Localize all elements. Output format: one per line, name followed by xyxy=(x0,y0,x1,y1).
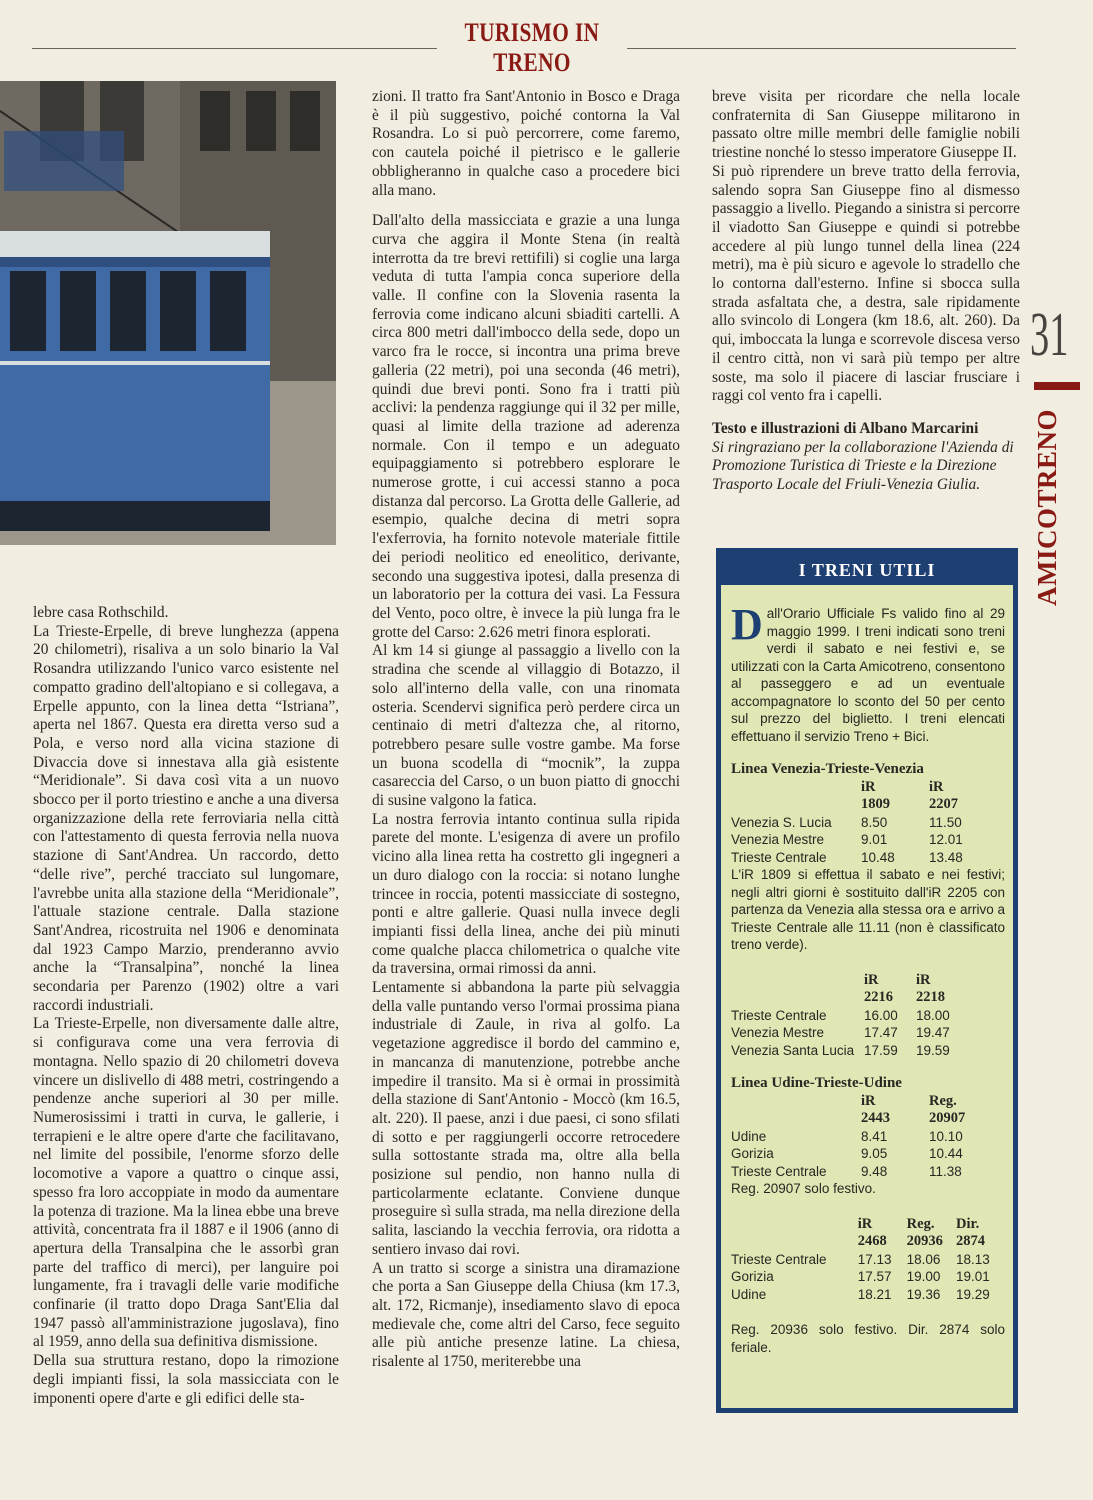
station-name: Venezia Mestre xyxy=(731,832,825,847)
time-cell: 10.10 xyxy=(929,1128,963,1144)
timetable-note: Reg. 20936 solo festivo. Dir. 2874 solo feriale. xyxy=(731,1322,1005,1355)
train-type: Dir. xyxy=(956,1215,980,1232)
train-number: 2218 xyxy=(916,989,945,1005)
tram-photo xyxy=(0,81,336,545)
credits-author: Testo e illustrazioni di Albano Marcarini xyxy=(712,419,979,437)
train-number: 2443 xyxy=(861,1110,890,1126)
time-cell: 17.59 xyxy=(864,1042,898,1058)
time-cell: 18.00 xyxy=(916,1007,950,1023)
table-row xyxy=(731,1251,1005,1269)
timetable xyxy=(731,1216,1005,1304)
time-cell: 19.59 xyxy=(916,1042,950,1058)
station-name: Gorizia xyxy=(731,1146,774,1161)
time-cell: 10.48 xyxy=(861,849,895,865)
station-name: Udine xyxy=(731,1128,767,1144)
timetable-note: L'iR 1809 si effettua il sabato e nei festivi; negli altri giorni è sostituito dall'iR 2205 con partenza da Venezia alla stessa ora e arrivo a Trieste Centrale alle 11.11 (non è classificato treno verde). xyxy=(731,867,1005,952)
train-type: iR xyxy=(916,971,931,988)
train-type: iR xyxy=(929,778,944,795)
time-cell: 18.13 xyxy=(956,1251,990,1267)
station-name: Udine xyxy=(731,1286,767,1302)
article-paragraph: Dall'alto della massicciata e grazie a una lunga curva che aggira il Monte Stena (in realtà interrotta da tre brevi rettifili) si coglie una larga veduta di tutta l'ampia conca superiore della valle. Il confine con la Slovenia rasenta la ferrovia come indicano alcuni sbiaditi cartelli. A circa 800 metri dall'imbocco della sede, dopo un varco fra le rocce, si incontra una prima breve galleria (22 metri), poi una seconda (46 metri), quindi due brevi ponti. Sono fra i tratti più acclivi: la pendenza raggiunge qui il 32 per mille, quasi al limite della trazione ad aderenza normale. Con il tempo e un adeguato equipaggiamento si potrebbero esplorare le numerose grotte, i cui accessi stanno a poca distanza dal percorso. La Grotta delle Gallerie, ad esempio, qualche decina di metri sopra l'exferrovia, ha fornito notevole materiale fittile dei periodi neolitico ed eneolitico, derivante, secondo una suggestiva ipotesi, dalla presenza di un laboratorio per la cottura dei vasi. La Fessura del Vento, poco oltre, è invece la più lunga fra le grotte del Carso: 2.626 metri finora esplorati. xyxy=(372,212,680,641)
time-cell: 19.36 xyxy=(906,1286,941,1302)
train-type: iR xyxy=(857,1215,873,1232)
article-column-3 xyxy=(712,88,1020,495)
train-number: 2207 xyxy=(929,796,958,812)
table-row xyxy=(731,1128,997,1146)
time-cell: 11.50 xyxy=(929,814,962,830)
time-cell: 17.57 xyxy=(857,1269,892,1284)
article-paragraph: Si può riprendere un breve tratto della ferrovia, salendo sopra San Giuseppe fino al dismesso passaggio a livello. Piegando a sinistra si percorre il viadotto San Giuseppe e quindi si potrebbe accedere al più lungo tunnel della linea (224 metri), ma è più sicuro e agevole lo stradello che lo contorna dall'esterno. Infine si sbocca sulla strada asfaltata che, a destra, sale ripidamente allo svincolo di Longera (km 18.6, alt. 260). Da qui, imboccata la lunga e scorrevole discesa verso il centro città, non vi sarà più tempo per altre soste, ma solo il piacere di lasciar frusciare i raggi col vento fra i capelli. xyxy=(712,162,1020,405)
time-cell: 17.13 xyxy=(857,1251,892,1267)
time-cell: 19.29 xyxy=(956,1286,990,1302)
time-cell: 17.47 xyxy=(864,1025,898,1040)
sidebar-brand: AMICOTRENO xyxy=(1032,408,1062,606)
time-cell: 19.47 xyxy=(916,1025,950,1040)
credits-thanks: Si ringraziano per la collaborazione l'Azienda di Promozione Turistica di Trieste e la Direzione Trasporto Locale del Friuli-Venezia Giulia. xyxy=(712,438,1014,494)
train-type: iR xyxy=(861,1092,876,1109)
train-type: Reg. xyxy=(906,1215,935,1232)
train-number: 2468 xyxy=(857,1233,887,1249)
article-paragraph: La Trieste-Erpelle, di breve lunghezza (appena 20 chilometri), risaliva a un solo binario la Val Rosandra utilizzando l'unico varco esistente nel compatto gradino dell'altopiano e si collegava, a Erpelle appunto, con la linea detta “Istriana”, aperta nel 1867. Questa era diretta verso sud a Pola, e verso nord alla vicina stazione di Divaccia dove si innestava alla già esistente “Meridionale”. Si dava così vita a un nuovo sbocco per il porto triestino e anche a una diversa organizzazione della rete ferroviaria nella città con l'attestamento di questa ferrovia nella nuova stazione di Sant'Andrea. Un raccordo, detto “delle rive”, perché tracciato sul lungomare, l'avrebbe unita alla stazione della “Meridionale”, l'attuale stazione centrale. Dalla stazione Sant'Andrea, ricostruita nel 1906 e denominata dal 1923 Campo Marzio, prenderanno avvio anche la “Transalpina”, nonché la linea secondaria per Parenzo (1902) oltre a vari raccordi industriali. xyxy=(33,622,339,1014)
train-number: 20907 xyxy=(929,1110,966,1126)
sidebar-accent-bar xyxy=(1034,382,1080,390)
train-type: iR xyxy=(864,971,879,988)
line-title: Linea Udine-Trieste-Udine xyxy=(731,1075,902,1091)
page-number: 31 xyxy=(1030,301,1069,369)
table-row xyxy=(731,1024,968,1042)
article-paragraph: zioni. Il tratto fra Sant'Antonio in Bosco e Draga è il più suggestivo, poiché contorna la Val Rosandra. Lo si può percorrere, come faremo, con cautela poiché il pietrisco e le gallerie obbligheranno in qualche caso a procedere bici alla mano. xyxy=(372,88,680,199)
time-cell: 19.01 xyxy=(956,1269,990,1284)
time-cell: 13.48 xyxy=(929,849,963,865)
time-cell: 9.05 xyxy=(861,1146,888,1161)
article-paragraph: La Trieste-Erpelle, non diversamente dalle altre, si configurava come una vera ferrovia di montagna. Nello spazio di 20 chilometri doveva vincere un dislivello di 488 metri, costringendo a pendenze anche superiori al 30 per mille. Numerosissimi i tratti in curva, le gallerie, i terrapieni e le altre opere d'arte che facilitavano, nel limite del possibile, l'enorme sforzo delle locomotive a vapore a quattro o cinque assi, spesso fra loro accoppiate in modo da aumentare la potenza di trazione. Ma la linea ebbe una breve attività, concentrata fra il 1887 e il 1906 (anno di apertura della Transalpina che le assorbì gran parte del traffico di merci), per languire poi lungamente, fra i travagli delle varie modifiche confinarie (il tratto dopo Draga Sant'Elia dal 1947 passò all'amministrazione jugoslava), fino al 1959, anno della sua definitiva dismissione. xyxy=(33,1015,339,1351)
box-title: I TRENI UTILI xyxy=(721,553,1013,585)
station-name: Trieste Centrale xyxy=(731,849,827,865)
box-intro-text: all'Orario Ufficiale Fs valido fino al 29 maggio 1999. I treni indicati sono treni verdi il sabato e nei festivi e, se utilizzati con la Carta Amicotreno, consentono al passeggero e ad un eventuale accompagnatore lo sconto del 50 per cento sul prezzo del biglietto. I treni elencati effettuano il servizio Treno + Bici. xyxy=(731,606,1005,744)
credits xyxy=(712,420,1020,495)
timetable xyxy=(731,972,968,1060)
table-row xyxy=(731,1163,997,1181)
time-cell: 16.00 xyxy=(864,1007,898,1023)
train-type: iR xyxy=(861,778,876,795)
timetable-type-row xyxy=(731,972,968,990)
line-title: Linea Venezia-Trieste-Venezia xyxy=(731,761,924,777)
dropcap: D xyxy=(731,600,763,649)
timetable-number-row xyxy=(731,1233,1005,1251)
article-paragraph: Lentamente si abbandona la parte più selvaggia della valle puntando verso l'ormai prossima piana industriale di Zaule, in riva al golfo. La vegetazione aggredisce il bordo del cammino e, in mancanza di manutenzione, potrebbe anche impedire il transito. Ma si è ormai in prossimità della stazione di Sant'Antonio - Moccò (km 16.5, alt. 220). Il paese, anzi i due paesi, ci sono sfilati di sotto e per raggiungerli occorre retrocedere sulla sottostante strada ma, oltre alla bella posizione sul pendio, non hanno nulla di particolarmente eclatante. Conviene dunque proseguire sì sulla strada, ma nella direzione della salita, lasciando la vecchia ferrovia, ora ridotta a sentiero invaso dai rovi. xyxy=(372,979,680,1258)
time-cell: 9.48 xyxy=(861,1163,888,1179)
table-row xyxy=(731,1268,1005,1286)
timetable-number-row xyxy=(731,796,997,814)
station-name: Trieste Centrale xyxy=(731,1163,827,1179)
time-cell: 19.00 xyxy=(906,1269,941,1284)
article-paragraph: La nostra ferrovia intanto continua sulla ripida parete del monte. L'esigenza di avere un profilo vicino alla linea retta ha costretto gli ingegneri a un duro dialogo con la roccia: si notano lunghe trincee in roccia, potenti massicciate di sostegno, ponti e altre gallerie. Quasi nulla invece degli impianti fissi della linea, anche dei più minuti come qualche placca chilometrica o qualche vite da traversina, ormai rimossi da anni. xyxy=(372,810,680,978)
time-cell: 8.50 xyxy=(861,814,888,830)
table-row xyxy=(731,831,997,849)
station-name: Gorizia xyxy=(731,1269,774,1284)
station-name: Trieste Centrale xyxy=(731,1007,827,1023)
timetable-type-row xyxy=(731,1093,997,1111)
box-body xyxy=(721,585,1013,1356)
time-cell: 9.01 xyxy=(861,832,888,847)
time-cell: 8.41 xyxy=(861,1128,888,1144)
train-number: 2874 xyxy=(956,1233,986,1249)
timetable-type-row xyxy=(731,1216,1005,1234)
timetable-number-row xyxy=(731,1110,997,1128)
article-paragraph: lebre casa Rothschild. xyxy=(33,604,169,621)
useful-trains-box xyxy=(716,548,1018,1413)
train-type: Reg. xyxy=(929,1092,957,1109)
timetable-type-row xyxy=(731,779,997,797)
station-name: Venezia Mestre xyxy=(731,1025,825,1040)
article-paragraph: A un tratto si scorge a sinistra una diramazione che porta a San Giuseppe della Chiusa (km 17.3, alt. 172, Ricmanje), insediamento slavo di epoca medievale che, come altri del Carso, fece seguito alle più antiche presenze latine. La chiesa, risalente al 1750, meriterebbe una xyxy=(372,1259,680,1371)
station-name: Venezia Santa Lucia xyxy=(731,1042,855,1058)
section-header-title: TURISMO IN TRENO xyxy=(437,18,627,78)
station-name: Trieste Centrale xyxy=(731,1251,827,1267)
table-row xyxy=(731,1007,968,1025)
train-number: 2216 xyxy=(864,989,893,1005)
time-cell: 11.38 xyxy=(929,1163,962,1179)
train-number: 1809 xyxy=(861,796,890,812)
timetable-number-row xyxy=(731,989,968,1007)
table-row xyxy=(731,1145,997,1163)
table-row xyxy=(731,849,997,867)
table-row xyxy=(731,814,997,832)
article-paragraph: Della sua struttura restano, dopo la rimozione degli impianti fissi, la sola massicciata con le imponenti opere d'arte e gli edifici delle sta- xyxy=(33,1352,339,1407)
train-number: 20936 xyxy=(906,1233,943,1249)
timetable xyxy=(731,779,997,867)
time-cell: 10.44 xyxy=(929,1146,963,1161)
timetable-note: Reg. 20907 solo festivo. xyxy=(731,1181,876,1196)
station-name: Venezia S. Lucia xyxy=(731,814,832,830)
article-paragraph: Al km 14 si giunge al passaggio a livello con la stradina che scende al villaggio di Botazzo, il solo all'interno della valle, con una rinomata osteria. Scendervi significa però perdere circa un centinaio di metri d'altezza che, al ritorno, potrebbero pesare sulle vostre gambe. Ma forse un buona scodella di “mocnik”, la zuppa casareccia del Carso, o un buon piatto di gnocchi di susine valgono la fatica. xyxy=(372,642,680,810)
article-paragraph: breve visita per ricordare che nella locale confraternita di San Giuseppe militarono in passato oltre mille membri delle famiglie nobili triestine nonché lo stesso imperatore Giuseppe II. xyxy=(712,88,1020,162)
time-cell: 18.21 xyxy=(857,1286,892,1302)
table-row xyxy=(731,1042,968,1060)
article-column-2 xyxy=(372,88,680,1372)
article-column-1 xyxy=(33,604,339,1408)
timetable xyxy=(731,1093,997,1181)
table-row xyxy=(731,1286,1005,1304)
box-intro xyxy=(731,600,1005,745)
time-cell: 18.06 xyxy=(906,1251,941,1267)
time-cell: 12.01 xyxy=(929,832,963,847)
